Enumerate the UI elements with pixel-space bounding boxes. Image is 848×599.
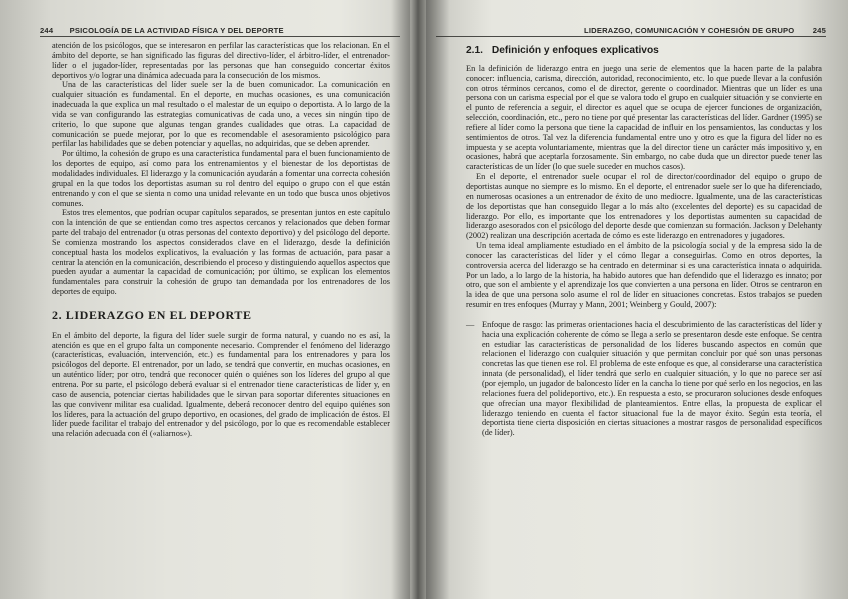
- right-running-head-title: LIDERAZGO, COMUNICACIÓN Y COHESIÓN DE GRUPO: [583, 26, 795, 35]
- paragraph: En el ámbito del deporte, la figura del líder suele surgir de forma natural, y cuando no es así, la atención es que en el grupo falta un componente necesario. Comprender el fenómeno del liderazgo (características, evaluación, intervención, etc.) es fundamental para los entrenadores y para los psicólogos del deporte. El entrenador, por un lado, se tendrá que convertir, en muchas ocasiones, en un auténtico líder; por otro, tendrá que reconocer quién o quiénes son los líderes del grupo al que entrena. Por su parte, el psicólogo deberá evaluar si el entrenador tiene características de líder y, en caso de ausencia, potenciar ciertas habilidades que le sirvan para soportar diferentes situaciones en las que convivenr militar esa cualidad. Igualmente, deberá reconocer dentro del equipo quiénes son los líderes, para la actuación del grupo deportivo, en ocasiones, del grado de implicación de éstos. El líder puede facilitar el trabajo del entrenador y del psicólogo, por lo que es recomendable establecer una relación adecuada con él («aliarnos»).: [52, 330, 390, 439]
- paragraph: Por último, la cohesión de grupo es una característica fundamental para el buen funcionamiento de los deportes de equipo, así como para los entrenamientos y el bienestar de los deportistas de modalidades individuales. El liderazgo y la comunicación ayudarán a fomentar una correcta cohesión grupal en la que todos los deportistas asuman su rol dentro del equipo o grupo con el que están entrenando y con el que se sienta n como una unidad relevante en un todo que busca unos objetivos comunes.: [52, 149, 390, 208]
- bullet-dash: —: [466, 319, 475, 329]
- left-page-body: [52, 41, 390, 439]
- gutter-shadow: [426, 0, 450, 599]
- right-page-body: [466, 42, 822, 438]
- section-heading: 2. LIDERAZGO EN EL DEPORTE: [52, 307, 252, 322]
- subsection-heading: [466, 46, 822, 56]
- right-page-number: 245: [812, 26, 826, 35]
- left-page: [0, 0, 410, 599]
- subsection-title: Definición y enfoques explicativos: [491, 45, 659, 56]
- paragraph: atención de los psicólogos, que se interesaron en perfilar las características que los relacionan. En el ámbito del deporte, se han significado las figuras del directivo-líder, el árbitro-líder, el entrenador-líder o el jugador-líder, representadas por las personas que han conseguido concertar éxitos deportivos y/o lograr una dinámica adecuada para la consecución de los mismos.: [52, 41, 390, 80]
- left-running-head-title: PSICOLOGÍA DE LA ACTIVIDAD FÍSICA Y DEL DEPORTE: [69, 26, 284, 35]
- paragraph: Una de las características del líder suele ser la de buen comunicador. La comunicación en cualquier situación es fundamental. En el deporte, en muchas ocasiones, es una comunicación inadecuada la que explica un mal resultado o el malestar de un equipo o deportista. A lo largo de la vida se van configurando las estrategias comunicativas de cada uno, a veces sin ningún tipo de criterio, lo que supone que algunas tengan grandes cualidades que otras. La capacidad de comunicación se puede mejorar, por lo que es recomendable el asesoramiento psicológico para perfilar las habilidades que se deben potenciar y aquellas, no adquiridas, que se deben aprender.: [52, 80, 390, 149]
- left-page-number: 244: [40, 26, 54, 35]
- subsection-number: 2.1.: [466, 45, 483, 56]
- right-page: [426, 0, 848, 599]
- paragraph: Un tema ideal ampliamente estudiado en el ámbito de la psicología social y de la empresa sido la de conocer las características del líder y el cómo llegar a conseguirlas. Como en otros deportes, la controversia acerca del liderazgo se ha centrado en determinar si es una característica innata o adquirida. Por un lado, a lo largo de la historia, ha habido autores que han defendido que el liderazgo es innato; por otro, que son el ambiente y el aprendizaje los que convierten a una persona en líder. Otros se centraron en la idea de que una persona solo asume el rol de líder en situaciones concretas. Estos trabajos se pueden resumir en tres enfoques (Murray y Mann, 2001; Weinberg y Gould, 2007):: [466, 241, 822, 310]
- paragraph: En el deporte, el entrenador suele ocupar el rol de director/coordinador del equipo o grupo de deportistas aunque no siempre es lo mismo. En el deporte, el entrenador suele ser lo que ha diferenciado, en numerosas ocasiones a un entrenador de éxito de uno mediocre. Igualmente, una de las características de los deportistas que han conseguido llegar a lo más alto (excelentes del deporte) es su capacidad de liderazgo. Por ello, es importante que los entrenadores y los deportistas aumenten su capacidad de liderazgo asesorados con el psicólogo del deporte desde que comienzan su formación. Jackson y Delehanty (2002) realizan una descripción acertada de cómo es este liderazgo en entrenadores y jugadores.: [466, 172, 822, 241]
- gutter-shadow: [392, 0, 410, 599]
- list-item: [466, 320, 822, 438]
- right-running-head: [436, 26, 826, 37]
- left-running-head: [40, 26, 400, 37]
- bullet-text: Enfoque de rasgo: las primeras orientaciones hacia el descubrimiento de las características del líder y hacia una explicación coherente de cómo se llega a serlo se presentaron desde este enfoque. Se centra en estudiar las características de personalidad de los líderes buscando aspectos en común que relacionen el liderazgo con cualquier situación y que permitan concluir por qué son unas personas concretas las que tienen ese rol. El problema de este enfoque es que, al considerarse una característica innata (de personalidad), el líder tendrá que serlo en cualquier situación, y lo que no parece ser así (por ejemplo, un jugador de baloncesto líder en la cancha lo tiene por qué serlo en los negocios, en las relaciones fuera del polideportivo, etc.). En respuesta a esto, se procuraron soluciones desde enfoques que ofrecían una mayor flexibilidad de planteamientos. Entre ellas, la propuesta de explicar el liderazgo teniendo en cuenta el factor situacional fue la de mayor éxito. Según esta teoría, el deportista tiene cierta disposición en ciertas situaciones a mostrar rasgos de personalidad específicos (de líder).: [482, 319, 822, 438]
- paragraph: En la definición de liderazgo entra en juego una serie de elementos que la hacen parte de la palabra conocer: influencia, carisma, dirección, autoridad, reconocimiento, etc. lo que puede llevar a la confusión con otros términos cercanos, como el de director, gerente o coordinador. Mientras que un líder es una persona con un carisma especial por el que se valora todo el grupo en cualquier situación y se convierte en el punto de referencia a seguir, el director es aquel que se ocupa de ejercer funciones de organización, selección, coordinación, etc., pero no tiene por qué presentar las características del líder. Gardner (1995) se refiere al líder como la persona que tiene la capacidad de influir en los pensamientos, las conductas y los sentimientos de otros. Tal vez la diferencia fundamental entre uno y otro es que la figura del líder no es impuesta y se acepta voluntariamente, mientras que la del director tiene un carácter más impositivo y, en ocasiones, habrá que aceptarla forzosamente. Sin embargo, no cabe duda que un director puede tener las características de un líder (lo que suele suceder en muchos casos).: [466, 63, 822, 172]
- paragraph: Estos tres elementos, que podrían ocupar capítulos separados, se presentan juntos en este capítulo con la intención de que se entiendan como tres aspectos cercanos y relacionados que deben formar parte del trabajo del entrenador (u otras personas del contexto deportivo) y del psicólogo del deporte. Se comienza mostrando los aspectos considerados clave en el liderazgo, desde la definición conceptual hasta los modelos explicativos, la evaluación y las formas de actuación, para pasar a centrar la atención en la comunicación, describiendo el proceso y distinguiendo aquellos aspectos que pueden ayudar a aumentar la capacidad de comunicación; por último, se explican los elementos fundamentales para construir la cohesión de grupo tan demandada por los entrenadores de los deportes de equipo.: [52, 208, 390, 297]
